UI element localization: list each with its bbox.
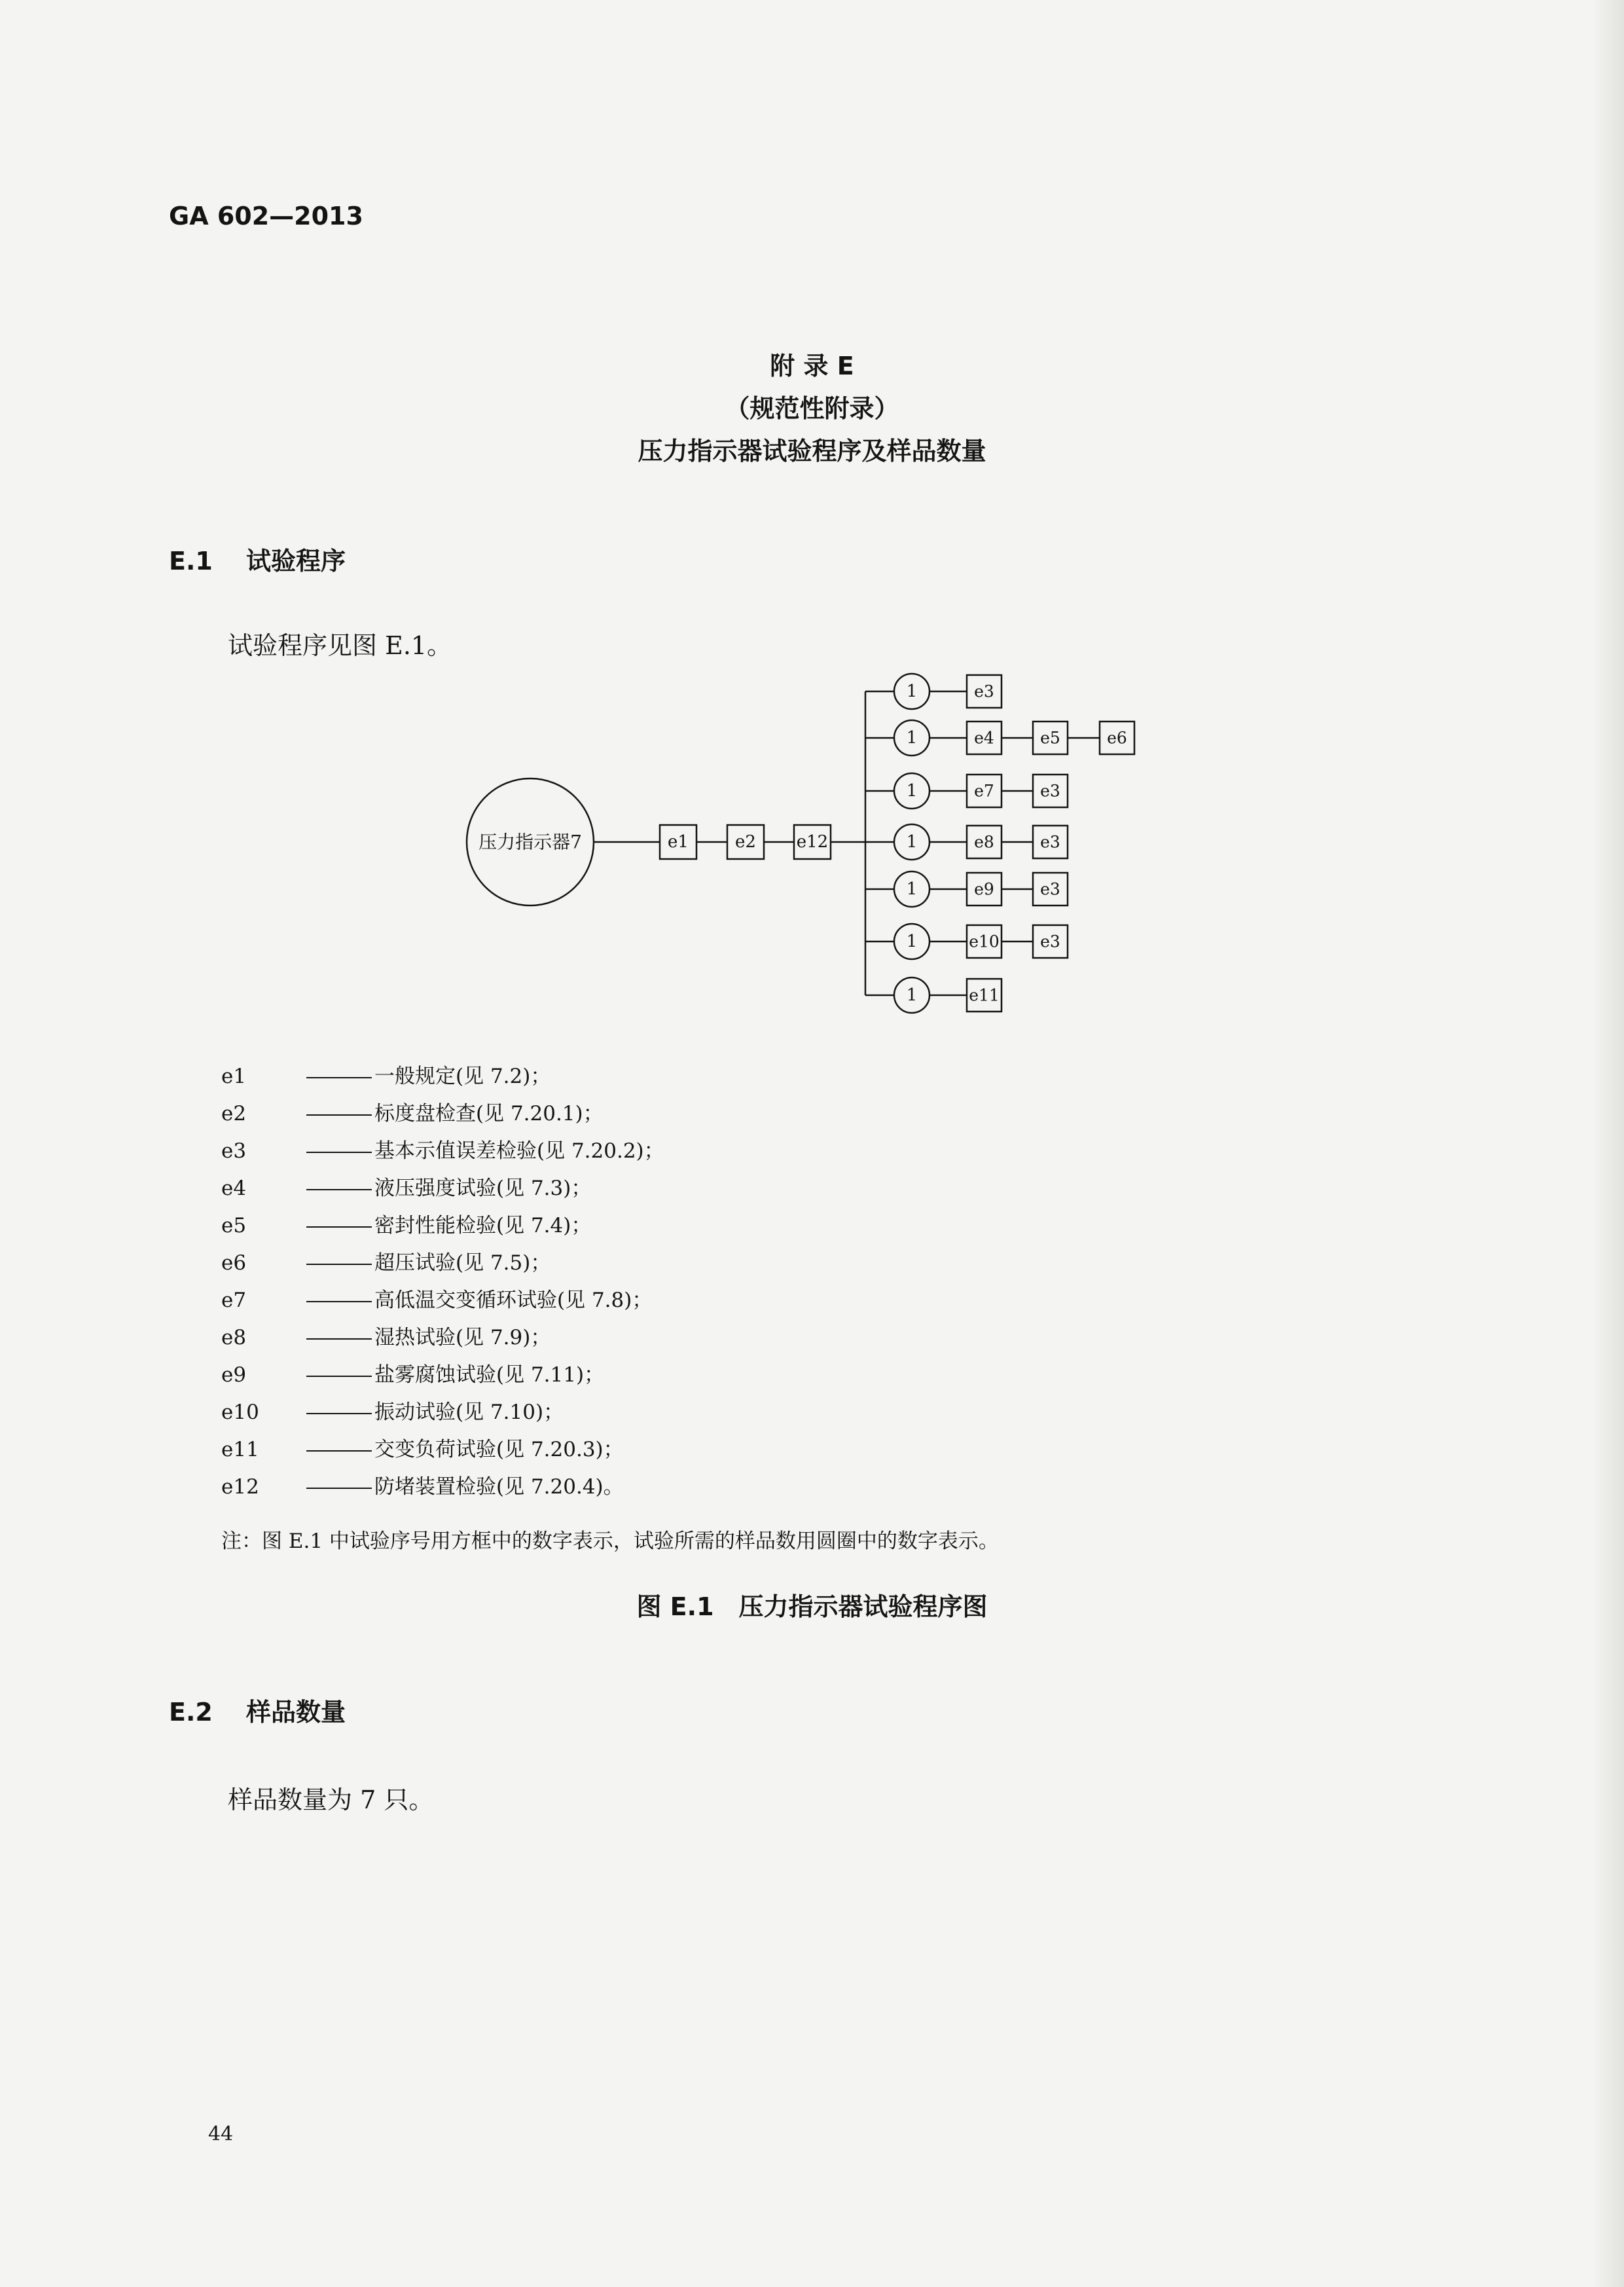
legend-description: 密封性能检验(见 7.4)； <box>374 1214 592 1237</box>
section-e2-text: 样品数量为 7 只。 <box>228 1785 434 1814</box>
section-e1-number: E.1 <box>169 547 213 576</box>
section-e1-text: 试验程序见图 E.1。 <box>228 631 452 660</box>
test-box-label: e9 <box>974 879 994 899</box>
legend-description: 振动试验(见 7.10)； <box>374 1400 564 1424</box>
legend-code: e12 <box>221 1475 259 1499</box>
legend-item <box>221 1433 624 1462</box>
test-box-label: e5 <box>1040 728 1060 748</box>
legend-code: e11 <box>221 1438 259 1461</box>
legend-code: e10 <box>221 1400 259 1424</box>
section-e1-title: 试验程序 <box>246 547 346 576</box>
chain-box-label: e2 <box>735 832 756 852</box>
legend-dash <box>306 1413 372 1414</box>
legend-code: e2 <box>221 1102 247 1125</box>
figure-caption: 图 E.1 压力指示器试验程序图 <box>636 1592 988 1621</box>
appendix-title: 压力指示器试验程序及样品数量 <box>638 437 986 466</box>
legend-item <box>221 1395 564 1425</box>
legend-code: e9 <box>221 1363 247 1387</box>
legend-description: 高低温交变循环试验(见 7.8)； <box>374 1289 653 1312</box>
page-number: 44 <box>208 2123 234 2146</box>
legend-description: 超压试验(见 7.5)； <box>374 1251 551 1275</box>
chain-box-label: e1 <box>668 832 689 852</box>
legend-dash <box>306 1152 372 1153</box>
legend-item <box>221 1097 604 1126</box>
test-box-label: e11 <box>969 985 1000 1005</box>
sample-count-label: 1 <box>906 985 918 1005</box>
sample-count-label: 1 <box>906 781 918 801</box>
document-id: GA 602—2013 <box>169 202 363 230</box>
section-e2-title: 样品数量 <box>246 1698 346 1727</box>
legend-description: 基本示值误差检验(见 7.20.2)； <box>374 1139 664 1163</box>
appendix-type: （规范性附录） <box>725 394 899 423</box>
legend-code: e7 <box>221 1289 247 1312</box>
legend-dash <box>306 1114 372 1116</box>
legend-code: e5 <box>221 1214 247 1237</box>
main-circle-label: 压力指示器7 <box>478 831 582 853</box>
legend-dash <box>306 1226 372 1228</box>
legend-dash <box>306 1301 372 1302</box>
legend-item <box>221 1134 664 1163</box>
legend-description: 标度盘检查(见 7.20.1)； <box>374 1102 604 1125</box>
legend-description: 一般规定(见 7.2)； <box>374 1065 551 1088</box>
legend-dash <box>306 1264 372 1265</box>
legend-dash <box>306 1488 372 1489</box>
legend-code: e8 <box>221 1326 247 1349</box>
legend-item <box>221 1321 550 1350</box>
legend-code: e3 <box>221 1139 247 1163</box>
legend-item <box>221 1470 624 1499</box>
legend-code: e1 <box>221 1065 247 1088</box>
appendix-label: 附 录 E <box>770 352 854 380</box>
sample-count-label: 1 <box>906 932 918 951</box>
legend-item <box>221 1283 652 1313</box>
test-procedure-diagram <box>0 0 1624 1048</box>
test-box-label: e8 <box>974 832 994 852</box>
legend-code: e6 <box>221 1251 247 1275</box>
legend-item <box>221 1358 604 1387</box>
sample-count-label: 1 <box>906 832 918 852</box>
legend-item <box>221 1171 591 1201</box>
legend-item <box>221 1059 550 1089</box>
figure-note: 注：图 E.1 中试验序号用方框中的数字表示，试验所需的样品数用圆圈中的数字表示。 <box>221 1529 999 1553</box>
sample-count-label: 1 <box>906 728 918 748</box>
test-box-label: e3 <box>1040 832 1060 852</box>
legend-item <box>221 1246 550 1275</box>
test-box-label: e10 <box>969 932 1000 951</box>
test-box-label: e7 <box>974 781 994 801</box>
legend-dash <box>306 1077 372 1078</box>
section-e2-heading <box>169 1692 346 1728</box>
legend-dash <box>306 1189 372 1190</box>
legend-item <box>221 1209 591 1238</box>
sample-count-label: 1 <box>906 682 918 701</box>
test-box-label: e3 <box>1040 879 1060 899</box>
legend-description: 交变负荷试验(见 7.20.3)； <box>374 1438 624 1461</box>
legend-code: e4 <box>221 1177 247 1200</box>
sample-count-label: 1 <box>906 879 918 899</box>
legend-description: 液压强度试验(见 7.3)； <box>374 1177 592 1200</box>
test-box-label: e3 <box>974 682 994 701</box>
test-box-label: e4 <box>974 728 994 748</box>
legend-description: 盐雾腐蚀试验(见 7.11)； <box>374 1363 605 1387</box>
legend-description: 防堵装置检验(见 7.20.4)。 <box>374 1475 624 1499</box>
test-box-label: e3 <box>1040 932 1060 951</box>
legend-description: 湿热试验(见 7.9)； <box>374 1326 551 1349</box>
legend-dash <box>306 1376 372 1377</box>
legend-dash <box>306 1338 372 1340</box>
chain-box-label: e12 <box>796 832 829 852</box>
test-box-label: e6 <box>1107 728 1127 748</box>
test-box-label: e3 <box>1040 781 1060 801</box>
section-e2-number: E.2 <box>169 1698 213 1727</box>
legend-dash <box>306 1450 372 1452</box>
